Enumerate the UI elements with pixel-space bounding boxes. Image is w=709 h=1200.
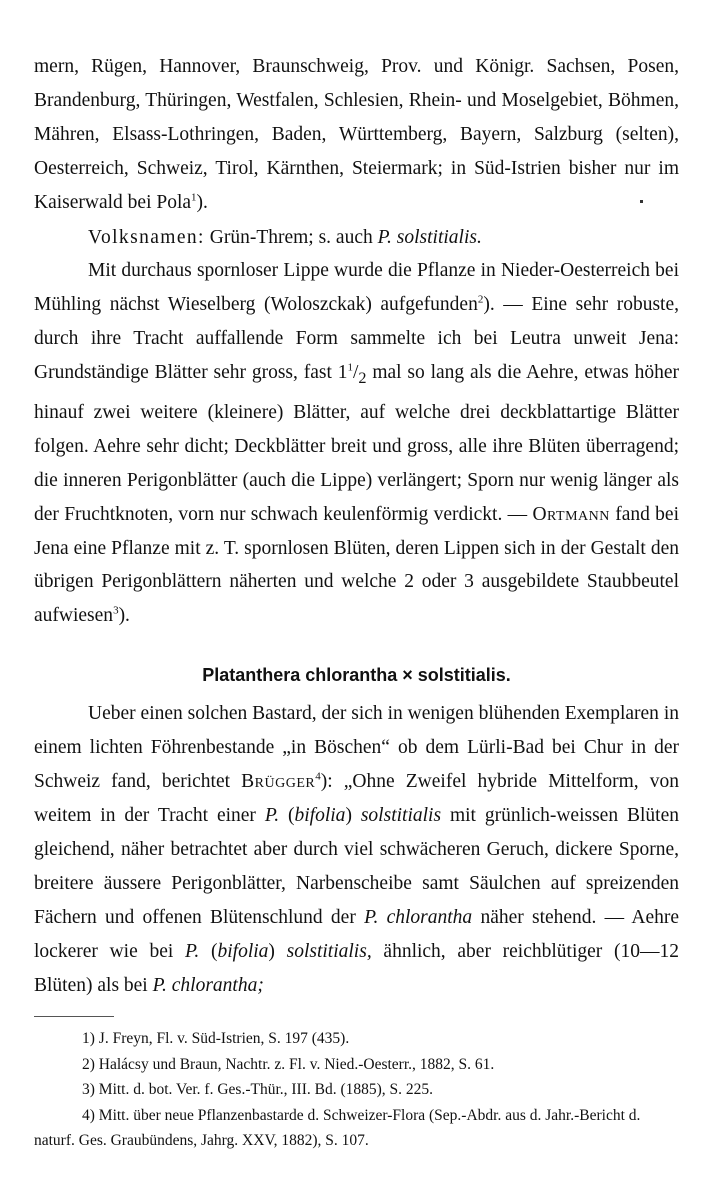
fraction-slash: / [352, 362, 359, 384]
species-chlorantha-1: P. chlorantha [364, 906, 473, 928]
footnotes [34, 1026, 679, 1154]
species-bifolia-1: bifolia [294, 805, 346, 827]
spurless-text-3: mal so lang als die Aehre, etwas höher hinauf zwei weitere (kleinere) Blätter, auf welche drei deckblattartige Blätter folgen. Aehre sehr dicht; Deckblätter breit und gross, alle ihre Blüten überragend; die inneren Perigonblätter (auch die Lippe) verlängert; Sporn nur wenig länger als der Fruchtknoten, vorn nur schwach keulenförmig verdickt. — [34, 362, 679, 525]
spurless-end: ). [118, 605, 130, 627]
spurless-text-4: fand bei Jena eine Pflanze mit z. T. spornlosen Blüten, deren Lippen sich in der Gestalt den übrigen Perigonblättern näherten und welche 2 oder 3 ausgebildete Staubbeutel aufwiesen [34, 503, 679, 627]
print-speck [640, 200, 643, 203]
species-p-1: P. [264, 805, 280, 827]
footnote-ref-3[interactable]: 3 [113, 604, 119, 617]
author-bruegger: Brügger [241, 771, 316, 793]
hybrid-paragraph [34, 697, 679, 1002]
folk-names-label: Volksnamen: [88, 226, 205, 248]
footnote-4: 4) Mitt. über neue Pflanzenbastarde d. Schweizer-Flora (Sep.-Abdr. aus d. Jahr.-Bericht d. naturf. Ges. Graubündens, Jahrg. XXV, 1882), S. 107. [34, 1106, 641, 1150]
hybrid-text-5: ähnlich, aber reichblütiger (10—12 Blüten) als bei [34, 940, 679, 996]
footnote-2: 2) Halácsy und Braun, Nachtr. z. Fl. v. Nied.-Oesterr., 1882, S. 61. [82, 1055, 495, 1073]
footnote-1: 1) J. Freyn, Fl. v. Süd-Istrien, S. 197 (435). [82, 1030, 350, 1048]
continuation-text: mern, Rügen, Hannover, Braunschweig, Prov. und Königr. Sachsen, Posen, Brandenburg, Thüringen, Westfalen, Schlesien, Rhein- und Moselgebiet, Böhmen, Mähren, Elsass-Lothringen, Baden, Württemberg, Bayern, Salzburg (selten), Oesterreich, Schweiz, Tirol, Kärnthen, Steiermark; in Süd-Istrien bisher nur im Kaiserwald bei Pola [34, 56, 679, 213]
species-p-2: P. [184, 940, 200, 962]
spurless-lip-paragraph [34, 254, 679, 633]
footnote-ref-2[interactable]: 2 [477, 293, 484, 306]
species-paren-close-1: ) [345, 805, 361, 827]
folk-names-text: Grün-Threm; s. auch [204, 226, 378, 248]
footnote-ref-4[interactable]: 4 [315, 770, 321, 783]
species-bifolia-2: bifolia [217, 940, 269, 962]
continuation-end: ). [196, 191, 208, 213]
species-paren-open-2: ( [199, 940, 218, 962]
species-chlorantha-2: P. chlorantha; [152, 974, 264, 996]
author-ortmann: Ortmann [532, 503, 610, 525]
folk-names-paragraph [34, 221, 679, 255]
folk-names-species: P. solstitialis. [377, 226, 482, 248]
fraction-numerator: 1 [347, 361, 353, 374]
section-heading: Platanthera chlorantha × solstitialis. [202, 665, 511, 686]
footnote-ref-1[interactable]: 1 [191, 191, 197, 204]
species-solstitialis-2: solstitialis, [286, 940, 372, 962]
species-solstitialis-1: solstitialis [360, 805, 442, 827]
continuation-paragraph [34, 50, 679, 220]
species-paren-open-1: ( [279, 805, 295, 827]
hybrid-text-1: Ueber einen solchen Bastard, der sich in wenigen blühenden Exemplaren in einem lichten Föhrenbestande „in Böschen“ ob dem Lürli-Bad bei Chur in der Schweiz fand, berichtet [34, 703, 679, 793]
hybrid-text-4: näher stehend. — Aehre lockerer wie bei [34, 906, 679, 962]
spurless-text-2: ). — Eine sehr robuste, durch ihre Tracht auffallende Form sammelte ich bei Leutra unweit Jena: Grundständige Blätter sehr gross, fast 1 [34, 294, 679, 384]
spurless-text-1: Mit durchaus spornloser Lippe wurde die Pflanze in Nieder-Oesterreich bei Mühling nächst Wieselberg (Woloszckak) aufgefunden [34, 260, 679, 316]
species-paren-close-2: ) [268, 940, 287, 962]
footnote-3: 3) Mitt. d. bot. Ver. f. Ges.-Thür., III. Bd. (1885), S. 225. [82, 1081, 434, 1099]
fraction-denominator: 2 [358, 369, 367, 388]
hybrid-text-3: mit grünlich-weissen Blüten gleichend, näher betrachtet aber durch viel schwächeren Geruch, dickere Sporne, breitere äussere Perigonblätter, Narbenscheibe samt Säulchen auf spreizenden Fächern und offenen Blütenschlund der [34, 805, 679, 928]
footnote-divider [34, 1016, 114, 1017]
hybrid-text-2: ): „Ohne Zweifel hybride Mittelform, von weitem in der Tracht einer [34, 771, 680, 827]
